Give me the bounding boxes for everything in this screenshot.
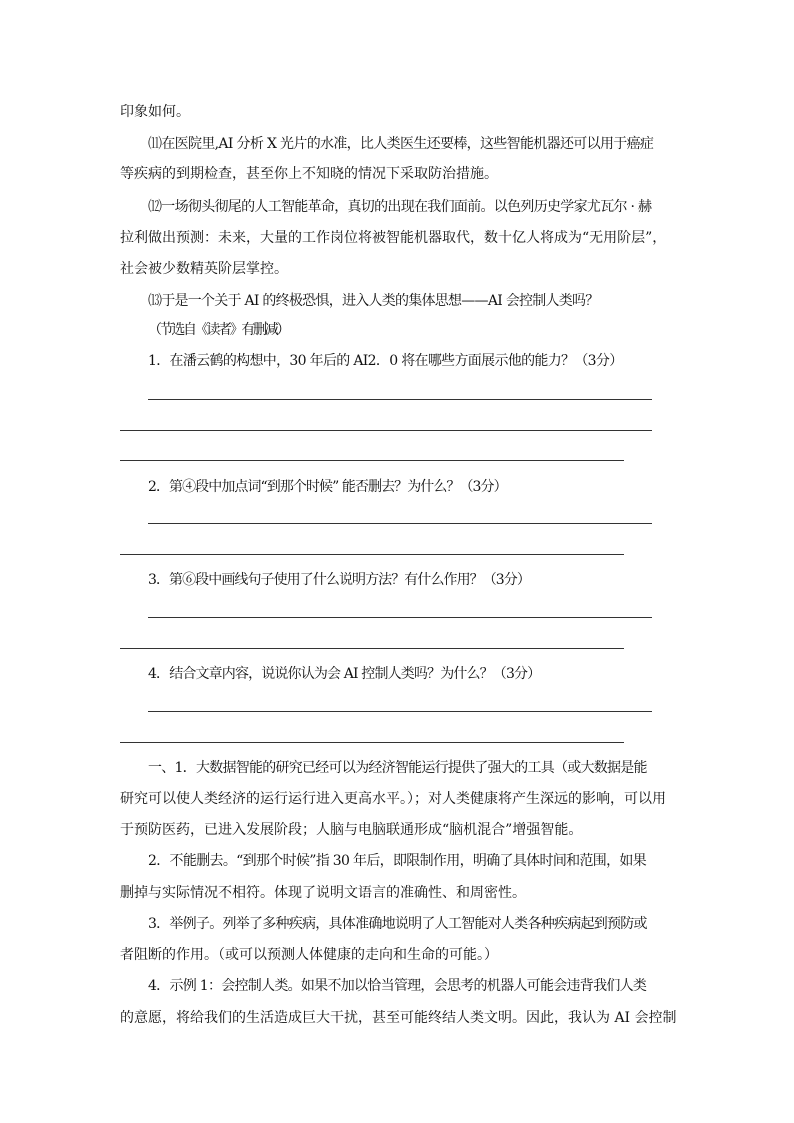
answer-line[interactable]	[148, 523, 652, 524]
paragraph-12-line-1: ⑿一场彻头彻尾的人工智能革命，真切的出现在我们面前。以色列历史学家尤瓦尔 · 赫	[148, 199, 652, 215]
answer-line[interactable]	[120, 460, 624, 461]
paragraph-12-line-2: 拉利做出预测：未来，大量的工作岗位将被智能机器取代，数十亿人将成为“无用阶层”，	[120, 230, 667, 246]
answer-line[interactable]	[148, 617, 652, 618]
paragraph-11-line-1: ⑾在医院里,AI 分析 X 光片的水准，比人类医生还要棒，这些智能机器还可以用于癌症	[148, 136, 654, 152]
answer-line[interactable]	[120, 554, 624, 555]
question-3: 3．第⑥段中画线句子使用了什么说明方法？有什么作用？（3分）	[148, 572, 530, 588]
answer-2-line-1: 2．不能删去。“到那个时候”指 30 年后，即限制作用，明确了具体时间和范围，如果	[148, 853, 647, 869]
source-note: （节选自《读者》有删减）	[148, 322, 289, 338]
question-2: 2．第④段中加点词“到那个时候” 能否删去？为什么？（3分）	[148, 479, 507, 495]
paragraph-10-end: 印象如何。	[120, 104, 190, 120]
question-4: 4．结合文章内容，说说你认为会 AI 控制人类吗？为什么？（3分）	[148, 666, 541, 682]
paragraph-12-line-3: 社会被少数精英阶层掌控。	[120, 261, 288, 277]
answer-4-line-1: 4．示例 1：会控制人类。如果不加以恰当管理，会思考的机器人可能会违背我们人类	[148, 978, 647, 994]
answer-3-line-1: 3．举例子。列举了多种疾病，具体准确地说明了人工智能对人类各种疾病起到预防或	[148, 916, 647, 932]
paragraph-13: ⒀于是一个关于 AI 的终极恐惧，进入人类的集体思想——AI 会控制人类吗？	[148, 293, 599, 309]
answer-line[interactable]	[148, 399, 652, 400]
answer-line[interactable]	[148, 711, 652, 712]
paragraph-11-line-2: 等疾病的到期检查，甚至你上不知晓的情况下采取防治措施。	[120, 166, 498, 182]
answer-line[interactable]	[120, 648, 624, 649]
answer-3-line-2: 者阻断的作用。（或可以预测人体健康的走向和生命的可能。）	[120, 947, 498, 963]
answer-1-line-1: 一、1．大数据智能的研究已经可以为经济智能运行提供了强大的工具（或大数据是能	[148, 760, 647, 776]
answer-2-line-2: 删掉与实际情况不相符。体现了说明文语言的准确性、和周密性。	[120, 885, 526, 901]
answer-1-line-2: 研究可以使人类经济的运行运行进入更高水平。）；对人类健康将产生深远的影响，可以用	[120, 791, 666, 807]
answer-1-line-3: 于预防医药，已进入发展阶段；人脑与电脑联通形成“脑机混合”增强智能。	[120, 822, 583, 838]
answer-line[interactable]	[120, 742, 624, 743]
question-1: 1．在潘云鹤的构想中，30 年后的 AI2．0 将在哪些方面展示他的能力？（3分）	[148, 353, 623, 369]
answer-4-line-2: 的意愿，将给我们的生活造成巨大干扰，甚至可能终结人类文明。因此，我认为 AI 会控制	[120, 1010, 677, 1026]
answer-line[interactable]	[120, 430, 652, 431]
